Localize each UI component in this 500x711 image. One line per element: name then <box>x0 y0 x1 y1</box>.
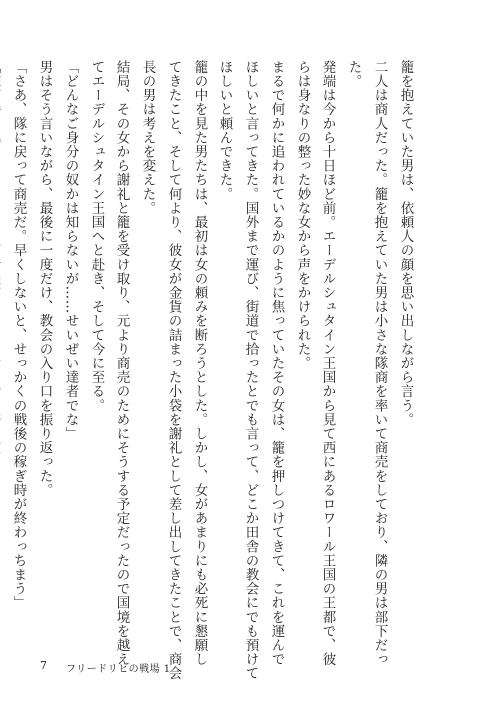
text-column: 「どんなご身分の奴かは知らないが……せいぜい達者でな」 <box>62 60 79 441</box>
running-title: フリードリヒの戦場 1 <box>66 664 171 675</box>
text-column: 男はそう言いながら、最後に一度だけ、教会の入り口を振り返った。 <box>36 60 53 498</box>
text-column: 長の男は考えを変えた。 <box>139 60 156 216</box>
text-column: 「さあ、隊に戻って商売だ。早くしないと、せっかくの戦後の稼ぎ時が終わっちまう」 <box>10 60 27 610</box>
text-column: 二人は商人だった。籠を抱えていた男は小さな隊商を率いて商売をしており、隣の男は部下だっ <box>371 60 388 667</box>
text-column: ほしいと頼んできた。 <box>216 60 233 201</box>
text-column: まるで何かに追われているかのように焦っていたその女は、籠を押しつけてきて、これを運んで <box>268 60 285 667</box>
text-column: てきたこと、そして何より、彼女が金貨の詰まった小袋を謝礼として差し出してきたことで、商会 <box>165 60 182 681</box>
text-column: 籠の中を見た男たちは、最初は女の頼みを断ろうとした。しかし、女があまりにも必死に懇願し <box>191 60 208 667</box>
text-column: てエーデルシュタイン王国へと赴き、そして今に至る。 <box>88 60 105 413</box>
text-column: た。 <box>345 60 362 89</box>
text-column: ほしいと言ってきた。国外まで運び、街道で拾ったとでも言って、どこか田舎の教会にでも預けて <box>242 60 259 681</box>
page-number: 7 <box>40 659 47 672</box>
text-column: 籠を抱えていた男は、依頼人の顔を思い出しながら言う。 <box>397 60 414 427</box>
text-column: 結局、その女から謝礼と籠を受け取り、元より商売のためにそうする予定だったので国境を越え <box>113 60 130 667</box>
text-column: らは身なりの整った妙な女から声をかけられた。 <box>294 60 311 371</box>
text-column: 発端は今から十日ほど前。エーデルシュタイン王国から見て西にあるロワール王国の王都で、彼 <box>319 60 336 667</box>
